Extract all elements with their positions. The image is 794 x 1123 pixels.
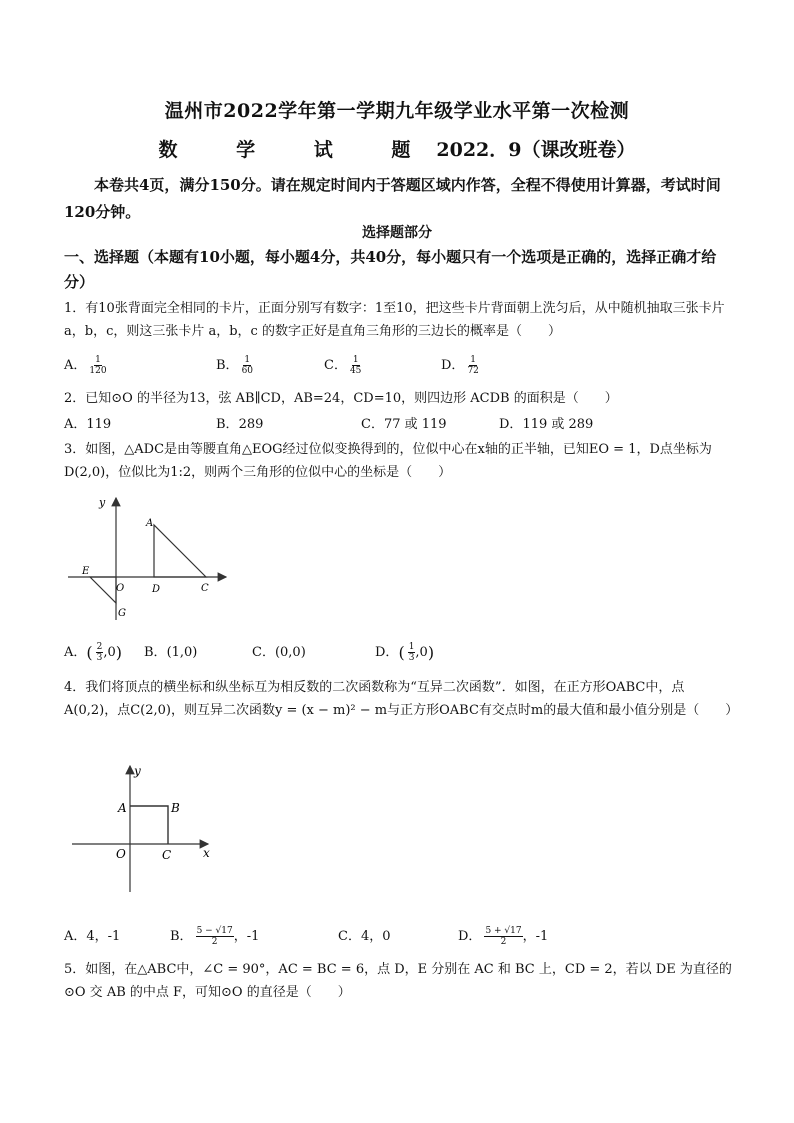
exam-subtitle	[0, 135, 794, 162]
section-heading: 选择题部分	[362, 225, 432, 241]
label-o: O	[116, 847, 126, 861]
label-y: y	[134, 764, 141, 778]
option-c[interactable]: C． $\frac{1}{45}$	[324, 355, 362, 376]
option-c[interactable]: C．4，0	[338, 929, 391, 944]
question-3-text: 3．如图，△ADC是由等腰直角△EOG经过位似变换得到的，位似中心在x轴的正半轴，已知EO = 1，D点坐标为D(2,0)，位似比为1:2，则两个三角形的位似中心的坐标是（ ）	[64, 442, 712, 480]
label-c: C	[201, 583, 209, 594]
option-b[interactable]: B． $\frac{5 - √17}{2}$ ，-1	[170, 926, 260, 947]
question-2-options	[64, 413, 734, 437]
fraction: $\frac{1}{45}$	[349, 355, 362, 376]
question-4-figure	[64, 760, 224, 896]
question-1-options	[64, 354, 734, 378]
label-e: E	[82, 566, 90, 577]
fraction: $\frac{5 + √17}{2}$	[485, 926, 522, 947]
option-c[interactable]: C．77 或 119	[361, 417, 447, 432]
fraction: $\frac{1}{3}$	[408, 642, 415, 663]
option-d[interactable]: D． $\frac{1}{72}$	[441, 355, 479, 376]
fraction: $\frac{1}{60}$	[241, 355, 254, 376]
fraction: $\frac{1}{120}$	[89, 355, 107, 376]
fraction: $\frac{5 - √17}{2}$	[196, 926, 233, 947]
option-d[interactable]: D． $\frac{5 + √17}{2}$ ，-1	[458, 926, 549, 947]
option-a[interactable]: A．4，-1	[64, 929, 121, 944]
option-c[interactable]: C．(0,0)	[252, 645, 306, 660]
label-b: B	[171, 801, 180, 815]
exam-title: 温州市2022学年第一学期九年级学业水平第一次检测	[164, 100, 630, 122]
similar-triangles-diagram	[64, 492, 234, 624]
subject-label: 数 学 试 题	[158, 139, 437, 161]
question-1-text: 1．有10张背面完全相同的卡片，正面分别写有数字：1至10，把这些卡片背面朝上洗匀后，从中随机抽取三张卡片 a，b，c，则这三张卡片 a，b，c 的数字正好是直角三角形的三边长的概率是（ ）	[64, 301, 725, 339]
exam-instructions: 本卷共4页，满分150分。请在规定时间内于答题区域内作答，全程不得使用计算器，考试时间120分钟。	[64, 176, 721, 221]
square-oabc	[130, 806, 168, 844]
option-d[interactable]: D．( $\frac{1}{3}$ ,0)	[375, 642, 435, 663]
label-x: x	[203, 846, 210, 860]
label-a: A	[146, 518, 154, 529]
question-3-options	[64, 641, 734, 665]
label-d: D	[152, 584, 161, 595]
triangle-eog	[90, 577, 116, 603]
exam-date: 2022．9（课改班卷）	[436, 139, 636, 161]
fraction: $\frac{1}{72}$	[467, 355, 479, 376]
question-4-text: 4．我们将顶点的横坐标和纵坐标互为相反数的二次函数称为“互异二次函数”．如图，在正方形OABC中，点A(0,2)，点C(2,0)，则互异二次函数y = (x − m)² − m与正方形OABC有交点时m的最大值和最小值分别是（ ）	[64, 680, 739, 718]
option-d[interactable]: D．119 或 289	[499, 417, 594, 432]
label-o: O	[116, 583, 125, 594]
question-5-text: 5．如图，在△ABC中，∠C = 90°，AC = BC = 6，点 D，E 分别在 AC 和 BC 上，CD = 2，若以 DE 为直径的⊙O 交 AB 的中点 F，可知⊙O 的直径是（ ）	[64, 962, 732, 1000]
question-3-figure	[64, 492, 234, 624]
part-heading: 一、选择题（本题有10小题，每小题4分，共40分，每小题只有一个选项是正确的，选择正确才给分）	[64, 248, 717, 291]
option-b[interactable]: B． $\frac{1}{60}$	[216, 355, 254, 376]
label-g: G	[118, 608, 126, 619]
option-b[interactable]: B．(1,0)	[144, 645, 198, 660]
option-b[interactable]: B．289	[216, 417, 264, 432]
square-oabc-diagram	[64, 760, 224, 896]
label-y: y	[99, 496, 106, 509]
option-a[interactable]: A． $\frac{1}{120}$	[64, 355, 107, 376]
label-c: C	[162, 848, 172, 862]
label-a: A	[118, 801, 127, 815]
option-a[interactable]: A．119	[64, 417, 112, 432]
question-2-text: 2．已知⊙O 的半径为13，弦 AB∥CD，AB=24，CD=10，则四边形 ACDB 的面积是（ ）	[64, 391, 618, 406]
fraction: $\frac{2}{3}$	[96, 642, 103, 663]
option-a[interactable]: A．( $\frac{2}{3}$ ,0)	[64, 642, 123, 663]
question-4-options	[64, 925, 734, 949]
triangle-adc	[154, 525, 206, 577]
